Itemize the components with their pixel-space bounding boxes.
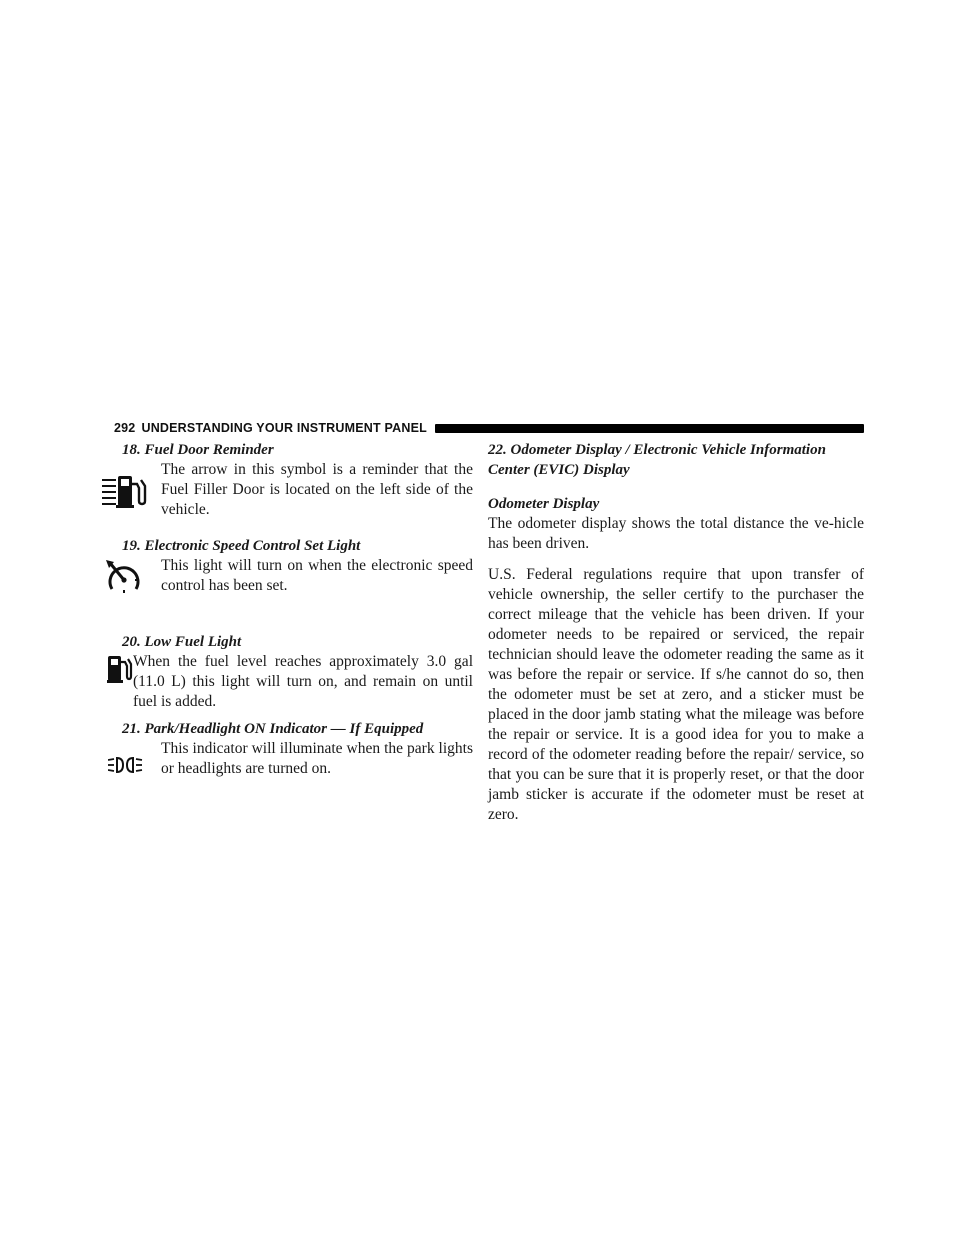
entry-title: 21. Park/Headlight ON Indicator — If Equipped [122,721,424,737]
entry-speed-control-set-light [122,536,472,632]
entry-low-fuel-light [122,632,472,719]
header-title: UNDERSTANDING YOUR INSTRUMENT PANEL [141,421,427,435]
section-subtitle: Odometer Display [488,496,600,512]
left-column [122,440,472,779]
page-header [114,418,864,438]
entry-title: 19. Electronic Speed Control Set Light [122,538,361,554]
entry-title: 20. Low Fuel Light [122,634,242,650]
paragraph-odometer-intro: The odometer display shows the total distance the ve-hicle has been driven. [488,515,864,552]
header-rule [435,424,864,433]
entry-title: 18. Fuel Door Reminder [122,442,274,458]
entry-park-headlight-indicator [122,719,472,779]
entry-text: The arrow in this symbol is a reminder that the Fuel Filler Door is located on the left side of the vehicle. [161,461,473,518]
entry-text: When the fuel level reaches approximately 3.0 gal (11.0 L) this light will turn on, and remain on until fuel is added. [133,653,473,710]
section-title: 22. Odometer Display / Electronic Vehicle Information Center (EVIC) Display [488,442,826,478]
entry-text: This light will turn on when the electronic speed control has been set. [161,557,473,594]
park-headlight-icon [108,756,148,774]
paragraph-federal-regulations: U.S. Federal regulations require that upon transfer of vehicle ownership, the seller certify to the purchaser the correct mileage that the vehicle has been driven. If your odometer needs to be repaired or serviced, the repair technician should leave the odometer reading the same as it was before the repair or service. If s/he cannot do so, then the odometer must be set at zero, and a sticker must be placed in the door jamb stating what the mileage was before the repair or service. It is a good idea for you to make a record of the odometer reading before the repair/ service, so that you can be sure that it is properly reset, or that the door jamb sticker is accurate if the odometer must be reset at zero. [488,566,864,823]
entry-text: This indicator will illuminate when the park lights or headlights are turned on. [161,740,473,777]
fuel-pump-icon [107,654,133,684]
speedometer-icon [104,558,144,596]
fuel-door-reminder-icon [102,474,162,510]
right-column [488,440,864,825]
entry-fuel-door-reminder [122,440,472,536]
page-number: 292 [114,421,136,435]
